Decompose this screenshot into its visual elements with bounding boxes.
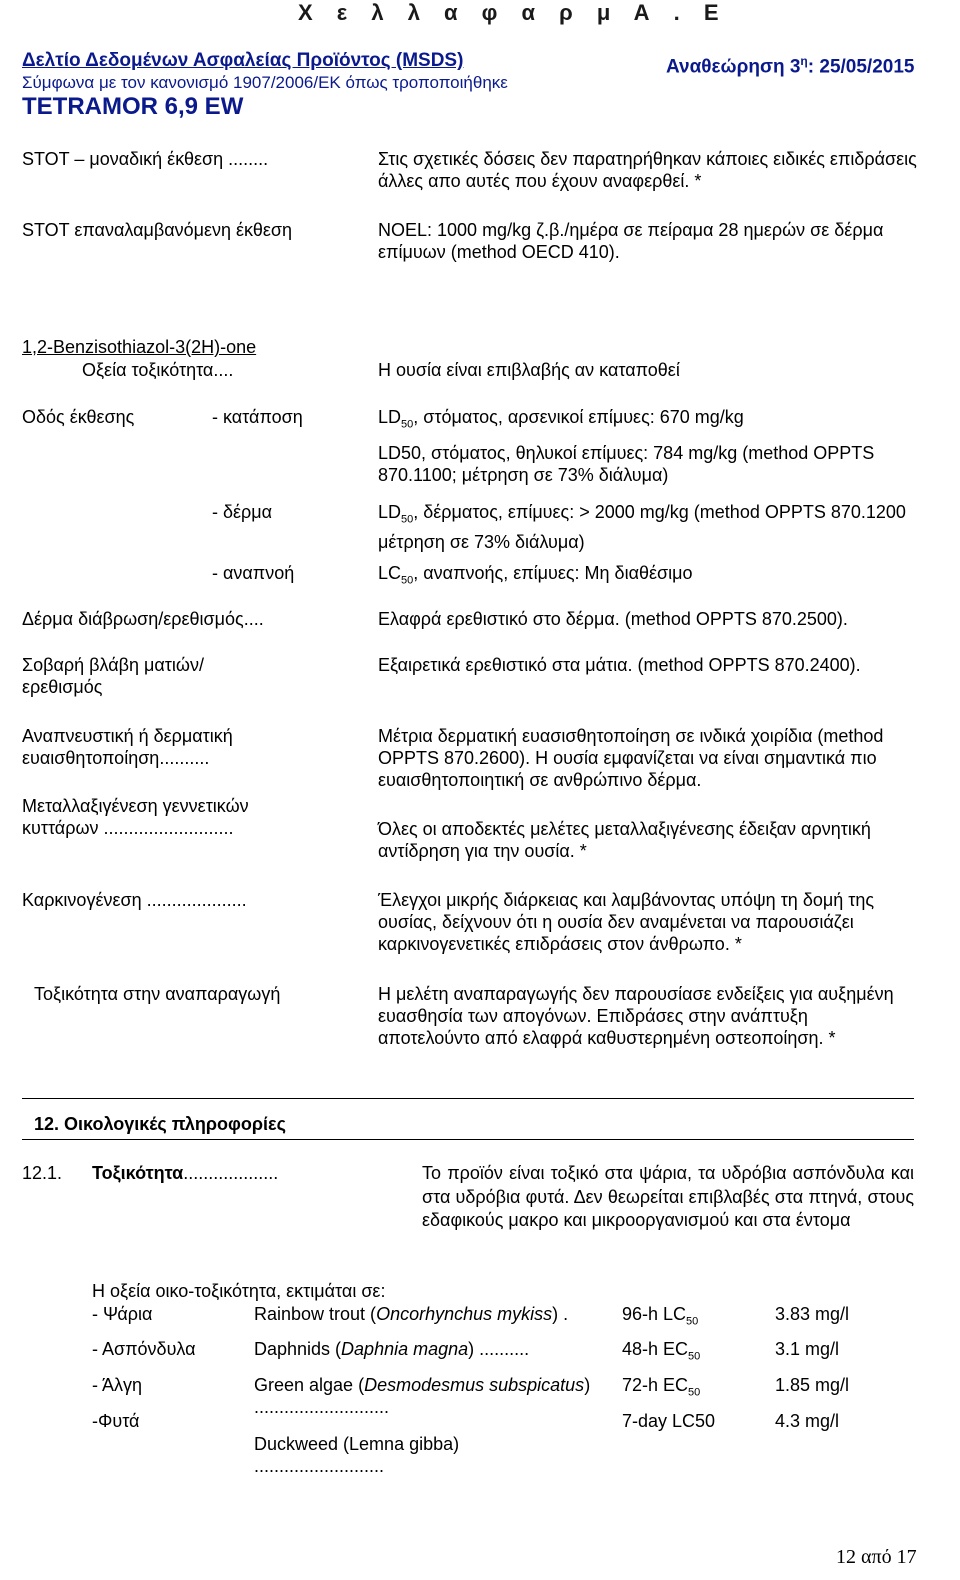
revision-prefix: Αναθεώρηση 3 [666, 56, 801, 78]
dermal-sub: 50 [401, 513, 414, 526]
fish-species-pre: Rainbow trout ( [254, 1304, 377, 1324]
effect-reproduction-text: Η μελέτη αναπαραγωγής δεν παρουσίασε ενδείξεις για αυξημένη ευασθησία των απογόνων. Επιδράσες στην ανάπτυξη αποτελούντο από ελαφρά καθυστερημένη οστεοποίηση. * [378, 984, 894, 1048]
effect-carcinogenicity-text: Έλεγχοι μικρής διάρκειας και λαμβάνοντας υπόψη τη δομή της ουσίας, δείχνουν ότι η ουσία δεν αναμένεται να παρουσιάζει καρκινογενετικές επιδράσεις στον άνθρωπο. * [378, 890, 875, 954]
invert-species-italic: Daphnia magna [341, 1339, 469, 1359]
eco-row-algae-value: 1.85 mg/l [775, 1375, 850, 1395]
fish-test-pre: 96-h LC [622, 1304, 687, 1324]
invert-species-post: ) .......... [468, 1339, 530, 1359]
algae-test-sub: 50 [688, 1386, 701, 1399]
fish-species-italic: Oncorhynchus mykiss [376, 1304, 553, 1324]
effect-sensitisation-label: Αναπνευστική ή δερματική ευαισθητοποίηση.......... [22, 726, 233, 768]
eco-row-fish-group: - Ψάρια [92, 1304, 153, 1324]
effect-sensitisation-text: Μέτρια δερματική ευασισθητοποίηση σε ινδικά χοιρίδια (method OPPTS 870.2600). Η ουσία εμφανίζεται να είναι σημαντικά πιο ευαισθητοποιητική σε ανθρώπινο δέρμα. [378, 726, 884, 790]
oral-female-ld50: LD50, στόματος, θηλυκοί επίμυες: 784 mg/kg (method OPPTS 870.1100; μέτρηση σε 73% διάλυμα) [378, 443, 875, 485]
toxicity-heading [92, 1162, 278, 1184]
eco-row-plants-group: -Φυτά [92, 1411, 140, 1431]
inhal-sub: 50 [401, 574, 414, 587]
section-rule-bottom [22, 1139, 914, 1140]
toxicity-label: Τοξικότητα [92, 1163, 184, 1183]
oral-ld50 [378, 406, 744, 436]
oral-prefix: LD [378, 407, 402, 427]
invert-test-sub: 50 [688, 1350, 701, 1363]
effect-eye-text: Εξαιρετικά ερεθιστικό στα μάτια. (method OPPTS 870.2400). [378, 655, 861, 675]
stot-repeated-text: NOEL: 1000 mg/kg ζ.β./ημέρα σε πείραμα 28 ημερών σε δέρμα επίμυων (method OECD 410). [378, 220, 884, 262]
eco-row-invert-group: - Ασπόνδυλα [92, 1339, 196, 1359]
oral-sub: 50 [401, 418, 414, 431]
revision-info [666, 50, 914, 78]
effect-eye-label: Σοβαρή βλάβη ματιών/ερεθισμός [22, 655, 204, 697]
revision-sup: η [800, 54, 808, 68]
fish-test-sub: 50 [686, 1315, 699, 1328]
substance-name: 1,2-Benzisothiazol-3(2H)-one [22, 337, 257, 357]
fish-species-post: ) . [552, 1304, 569, 1324]
effect-reproduction-label: Τοξικότητα στην αναπαραγωγή [34, 984, 281, 1004]
section-num: 12.1. [22, 1163, 63, 1183]
invert-test-pre: 48-h EC [622, 1339, 689, 1359]
section-rule-top [22, 1098, 914, 1099]
eco-row-algae-test [622, 1374, 700, 1404]
plants-species-pre: Duckweed (Lemna gibba) .......................... [254, 1434, 460, 1476]
eco-row-algae-species [254, 1374, 616, 1418]
algae-species-italic: Desmodesmus subspicatus [364, 1375, 585, 1395]
stot-single-text: Στις σχετικές δόσεις δεν παρατηρήθηκαν κάποιες ειδικές επιδράσεις άλλες απο αυτές που έχουν αναφερθεί. * [378, 149, 917, 191]
dermal-label: - δέρμα [212, 502, 273, 522]
toxicity-dots: ................... [183, 1163, 279, 1183]
eco-row-invert-test [622, 1338, 700, 1368]
invert-species-pre: Daphnids ( [254, 1339, 342, 1359]
algae-test-pre: 72-h EC [622, 1375, 689, 1395]
oral-text: , στόματος, αρσενικοί επίμυες: 670 mg/kg [413, 407, 744, 427]
revision-date: : 25/05/2015 [807, 56, 915, 78]
oral-label: - κατάποση [212, 407, 303, 427]
effect-skin-text: Ελαφρά ερεθιστικό στο δέρμα. (method OPPTS 870.2500). [378, 609, 848, 629]
stot-repeated-label: STOT επαναλαμβανόμενη έκθεση [22, 220, 292, 240]
company-name: Χ ε λ λ α φ α ρ μ Α . Ε [298, 0, 728, 25]
eco-row-algae-group: - Άλγη [92, 1375, 143, 1395]
eco-row-fish-value: 3.83 mg/l [775, 1304, 850, 1324]
inhalation-lc50 [378, 562, 693, 592]
page-number: 12 από 17 [836, 1546, 917, 1568]
product-name: TETRAMOR 6,9 EW [22, 93, 244, 120]
stot-single-label: STOT – μοναδική έκθεση ........ [22, 149, 269, 169]
algae-species-pre: Green algae ( [254, 1375, 365, 1395]
effect-mutagenicity-label: Μεταλλαξιγένεση γεννετικών κυττάρων .......................... [22, 796, 249, 838]
eco-row-fish-species [254, 1303, 568, 1325]
eco-row-fish-test [622, 1303, 698, 1333]
effect-skin-label: Δέρμα διάβρωση/ερεθισμός.... [22, 609, 264, 629]
toxicity-text: Το προϊόν είναι τοξικό στα ψάρια, τα υδρόβια ασπόνδυλα και στα υδρόβια φυτά. Δεν θεωρείται επιβλαβές στα πτηνά, στους εδαφικούς μακρο και μικροοργανισμού και στα έντομα [422, 1163, 914, 1230]
acute-toxicity-label: Οξεία τοξικότητα.... [82, 360, 234, 380]
inhalation-label: - αναπνοή [212, 563, 295, 583]
msds-title: Δελτίο Δεδομένων Ασφαλείας Προϊόντος (MSDS) [22, 50, 464, 71]
eco-intro: Η οξεία οικο-τοξικότητα, εκτιμάται σε: [92, 1281, 386, 1301]
effect-carcinogenicity-label: Καρκινογένεση .................... [22, 890, 247, 910]
acute-toxicity-text: Η ουσία είναι επιβλαβής αν καταποθεί [378, 360, 680, 380]
eco-row-invert-value: 3.1 mg/l [775, 1339, 840, 1359]
dermal-text: , δέρματος, επίμυες: > 2000 mg/kg (method OPPTS 870.1200 μέτρηση σε 73% διάλυμα) [378, 502, 906, 552]
regulation-conformity: Σύμφωνα με τον κανονισμό 1907/2006/ΕΚ όπως τροποποιήθηκε [22, 73, 508, 92]
algae-species-post: ) ........................... [254, 1375, 591, 1417]
inhal-prefix: LC [378, 563, 402, 583]
eco-row-plants-species [254, 1433, 516, 1477]
section12-title: 12. Οικολογικές πληροφορίες [34, 1114, 286, 1134]
effect-mutagenicity-text: Όλες οι αποδεκτές μελέτες μεταλλαξιγένεσης έδειξαν αρνητική αντίδρηση για την ουσία. * [378, 819, 871, 861]
inhal-text: , αναπνοής, επίμυες: Μη διαθέσιμο [413, 563, 693, 583]
dermal-ld50 [378, 501, 918, 553]
route-label: Οδός έκθεσης [22, 407, 135, 427]
eco-row-plants-test: 7-day LC50 [622, 1411, 716, 1431]
dermal-prefix: LD [378, 502, 402, 522]
eco-row-invert-species [254, 1338, 529, 1360]
eco-row-plants-value: 4.3 mg/l [775, 1411, 840, 1431]
